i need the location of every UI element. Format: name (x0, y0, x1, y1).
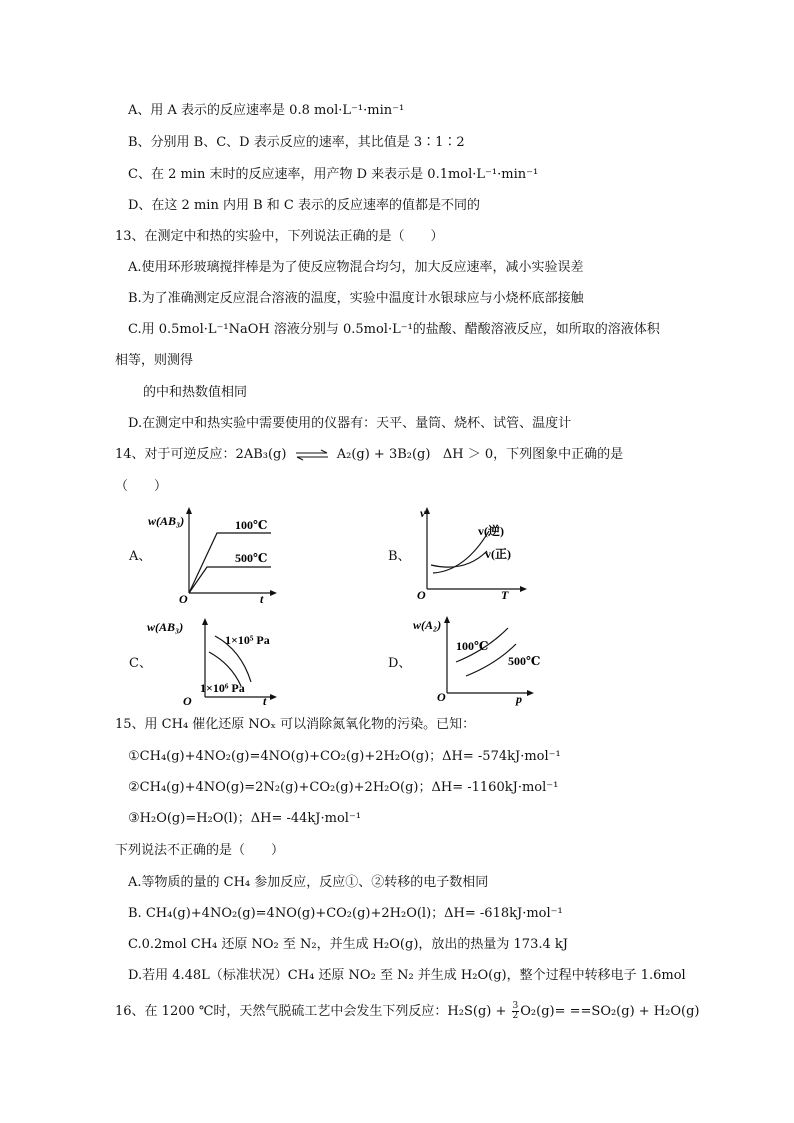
q14-graph-c-label: C、 (129, 656, 152, 671)
q14-graph-c (145, 614, 290, 709)
q13-option-b: B.为了准确测定反应混合溶液的温度，实验中温度计水银球应与小烧杯底部接触 (128, 291, 584, 306)
q13-stem: 13、在测定中和热的实验中，下列说法正确的是（ ） (115, 229, 444, 244)
q13-option-a: A.使用环形玻璃搅拌棒是为了使反应物混合均匀，加大反应速率，减小实验误差 (128, 260, 584, 275)
q12-option-d: D、在这 2 min 内用 B 和 C 表示的反应速率的值都是不同的 (128, 198, 480, 213)
q12-option-b: B、分别用 B、C、D 表示反应的速率，其比值是 3∶1∶2 (128, 135, 465, 150)
q14-reaction-right: A₂(g) + 3B₂(g) (336, 447, 431, 462)
q15-equation-3: ③H₂O(g)=H₂O(l)；ΔH= -44kJ·mol⁻¹ (128, 811, 362, 826)
q14-graph-a-label: A、 (129, 549, 152, 564)
graph-a-x-label: t (260, 592, 264, 605)
q16-fraction (512, 1002, 520, 1021)
graph-d-origin: O (437, 690, 446, 704)
q14-answer-paren: （ ） (115, 479, 168, 494)
graph-a-y-label: w(AB₃) (148, 514, 185, 528)
q16-stem (115, 1002, 699, 1021)
q16-fraction-numerator: 3 (512, 1001, 519, 1011)
graph-b-curve-label-reverse: v(逆) (478, 524, 504, 538)
graph-b-curve-label-forward: v(正) (485, 547, 511, 561)
q14-graph-b (405, 503, 540, 603)
q13-option-d: D.在测定中和热实验中需要使用的仪器有：天平、量筒、烧杯、试管、温度计 (128, 416, 572, 431)
graph-d-x-label: p (516, 692, 522, 706)
q15-option-d: D.若用 4.48L（标准状况）CH₄ 还原 NO₂ 至 N₂ 并生成 H₂O(g)，整个过程中转移电子 1.6mol (128, 968, 686, 983)
graph-a-origin: O (179, 592, 188, 605)
q14-reaction-left: 2AB₃(g) (235, 447, 287, 462)
graph-b-x-label: T (501, 588, 509, 602)
q16-stem-suffix: O₂(g)= ==SO₂(g) + H₂O(g) (520, 1004, 700, 1019)
equilibrium-arrows-icon (294, 449, 330, 461)
graph-c-x-label: t (263, 694, 267, 708)
graph-c-y-label: w(AB₃) (147, 620, 184, 634)
q15-question: 下列说法不正确的是（ ） (115, 843, 285, 858)
q15-option-c: C.0.2mol CH₄ 还原 NO₂ 至 N₂，并生成 H₂O(g)，放出的热量为 173.4 kJ (128, 937, 568, 952)
q16-fraction-denominator: 2 (512, 1011, 519, 1021)
graph-b-y-label: v (420, 506, 426, 520)
graph-b-origin: O (417, 588, 426, 602)
q15-option-b: B. CH₄(g)+4NO₂(g)=4NO(g)+CO₂(g)+2H₂O(l)；ΔH= -618kJ·mol⁻¹ (128, 906, 563, 921)
q12-option-c: C、在 2 min 末时的反应速率，用产物 D 来表示是 0.1mol·L⁻¹·min⁻¹ (128, 167, 539, 182)
graph-c-curve-label-1e5: 1×10⁵ Pa (225, 633, 270, 647)
q15-equation-2: ②CH₄(g)+4NO(g)=2N₂(g)+CO₂(g)+2H₂O(g)；ΔH= -1160kJ·mol⁻¹ (128, 780, 559, 795)
graph-d-y-label: w(A₂) (413, 618, 442, 632)
q14-stem-prefix: 14、对于可逆反应： (115, 447, 236, 462)
graph-c-curve-label-1e6: 1×10⁶ Pa (200, 681, 245, 695)
q15-stem: 15、用 CH₄ 催化还原 NOₓ 可以消除氮氧化物的污染。已知： (115, 717, 476, 732)
q13-option-c-line1: C.用 0.5mol·L⁻¹NaOH 溶液分别与 0.5mol·L⁻¹的盐酸、醋酸溶液反应，如所取的溶液体积 (128, 322, 660, 337)
graph-d-curve-label-100: 100℃ (456, 639, 489, 653)
q13-option-c-line3: 的中和热数值相同 (143, 385, 248, 400)
q14-stem (115, 446, 623, 464)
graph-c-origin: O (183, 694, 192, 708)
graph-a-curve-label-500: 500℃ (235, 551, 268, 565)
q15-option-a: A.等物质的量的 CH₄ 参加反应，反应①、②转移的电子数相同 (128, 875, 489, 890)
q14-graph-a (145, 505, 290, 605)
q13-option-c-line2: 相等，则测得 (115, 353, 194, 368)
graph-a-curve-label-100: 100℃ (235, 518, 268, 532)
q16-stem-prefix: 16、在 1200 ℃时，天然气脱硫工艺中会发生下列反应：H₂S(g) + (115, 1004, 507, 1019)
graph-d-curve-label-500: 500℃ (508, 654, 541, 668)
q14-condition: ΔH ＞ 0，下列图象中正确的是 (442, 447, 624, 462)
q15-equation-1: ①CH₄(g)+4NO₂(g)=4NO(g)+CO₂(g)+2H₂O(g)；ΔH= -574kJ·mol⁻¹ (128, 749, 561, 764)
q14-graph-d-label: D、 (388, 656, 412, 671)
q12-option-a: A、用 A 表示的反应速率是 0.8 mol·L⁻¹·min⁻¹ (128, 103, 405, 118)
q14-graph-d (410, 612, 550, 707)
q14-graph-b-label: B、 (388, 549, 411, 564)
